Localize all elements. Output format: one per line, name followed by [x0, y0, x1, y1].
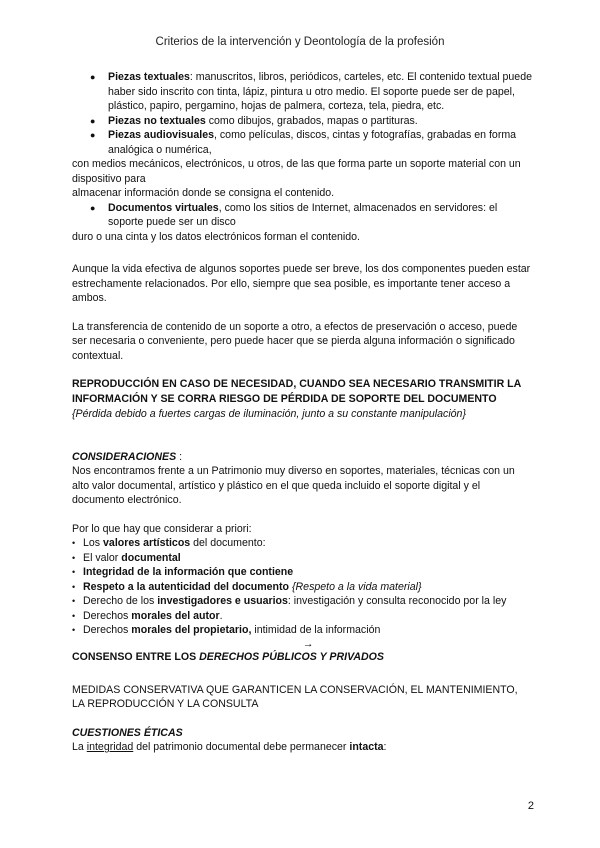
bullet-dot-icon: ●	[90, 202, 96, 213]
bullet-dot-icon: •	[72, 581, 76, 592]
paragraph-consideraciones: Nos encontramos frente a un Patrimonio muy diverso en soportes, materiales, técnicas con un alto valor documental, artístico y plástico en el que queda incluido el soporte digital y el documento electrónico.	[72, 465, 515, 506]
bullet-dot-icon: ●	[90, 130, 96, 140]
bullet-dot-icon: ●	[90, 115, 96, 126]
bullet-dot-icon: •	[72, 596, 76, 606]
bullet-dot-icon: •	[72, 552, 76, 563]
list-item: • Respeto a la autenticidad del documento {Respeto a la vida material}	[72, 580, 422, 593]
list-item: • Los valores artísticos del documento:	[72, 537, 266, 549]
bullet-piezas-textuales: ● Piezas textuales: manuscritos, libros, periódicos, carteles, etc. El contenido textual puede haber sido inscrito con tinta, lápiz, pintura u otro medio. El soporte puede ser de papel, plástico, papiro, pergamino, hojas de palmera, corteza, tela, piedra, etc.	[90, 71, 532, 112]
audiovisuales-continuation-2: almacenar información donde se consigna el contenido.	[72, 187, 335, 199]
bullet-dot-icon: •	[72, 625, 76, 635]
page-header: Criterios de la intervención y Deontología de la profesión	[155, 36, 445, 48]
audiovisuales-continuation: con medios mecánicos, electrónicos, u otros, de las que forma parte un soporte material con un dispositivo para	[72, 158, 521, 185]
list-item: • Derechos morales del propietario, intimidad de la información	[72, 624, 381, 636]
bullet-piezas-no-textuales: ● Piezas no textuales como dibujos, grabados, mapas o partituras.	[90, 114, 418, 127]
page-content	[72, 70, 532, 755]
list-item: • Derechos morales del autor.	[72, 609, 223, 622]
heading-reproduccion: REPRODUCCIÓN EN CASO DE NECESIDAD, CUANDO SEA NECESARIO TRANSMITIR LA INFORMACIÓN Y SE CORRA RIESGO DE PÉRDIDA DE SOPORTE DEL DOCUMENTO	[72, 378, 521, 405]
bullet-piezas-audiovisuales: ● Piezas audiovisuales, como películas, discos, cintas y fotografías, grabadas en forma analógica o numérica,	[90, 129, 517, 156]
heading-consenso: CONSENSO ENTRE LOS DERECHOS PÚBLICOS Y PRIVADOS	[72, 650, 384, 663]
bullet-dot-icon: •	[72, 567, 76, 577]
note-perdida: {Pérdida debido a fuertes cargas de iluminación, junto a su constante manipulación}	[72, 408, 466, 420]
list-item: • El valor documental	[72, 551, 181, 564]
consideraciones-intro: Por lo que hay que considerar a priori:	[72, 522, 252, 535]
bullet-dot-icon: •	[72, 610, 76, 621]
bullet-documentos-virtuales: ● Documentos virtuales, como los sitios de Internet, almacenados en servidores: el soporte puede ser un disco	[90, 201, 498, 228]
paragraph-soportes: Aunque la vida efectiva de algunos soportes puede ser breve, los dos componentes pueden estar estrechamente relacionados. Por ello, siempre que sea posible, es importante tener acceso a ambos.	[72, 263, 531, 304]
virtuales-continuation: duro o una cinta y los datos electrónicos forman el contenido.	[72, 230, 360, 243]
list-item: • Derecho de los investigadores e usuarios: investigación y consulta reconocido por la ley	[72, 595, 507, 607]
paragraph-transferencia: La transferencia de contenido de un soporte a otro, a efectos de preservación o acceso, puede ser necesaria o conveniente, pero puede hacer que se pierda alguna información o significado contextual.	[72, 320, 518, 362]
list-item: • Integridad de la información que contiene	[72, 566, 294, 578]
heading-consideraciones: CONSIDERACIONES :	[72, 450, 183, 463]
paragraph-integridad: La integridad del patrimonio documental debe permanecer intacta:	[72, 741, 387, 753]
page-number: 2	[527, 800, 534, 812]
heading-cuestiones-eticas: CUESTIONES ÉTICAS	[72, 726, 183, 739]
right-arrow-icon: →	[302, 637, 314, 650]
bullet-dot-icon: •	[72, 538, 76, 548]
bullet-dot-icon: ●	[90, 72, 96, 82]
paragraph-medidas: MEDIDAS CONSERVATIVA QUE GARANTICEN LA CONSERVACIÓN, EL MANTENIMIENTO, LA REPRODUCCIÓN Y LA CONSULTA	[72, 683, 518, 710]
